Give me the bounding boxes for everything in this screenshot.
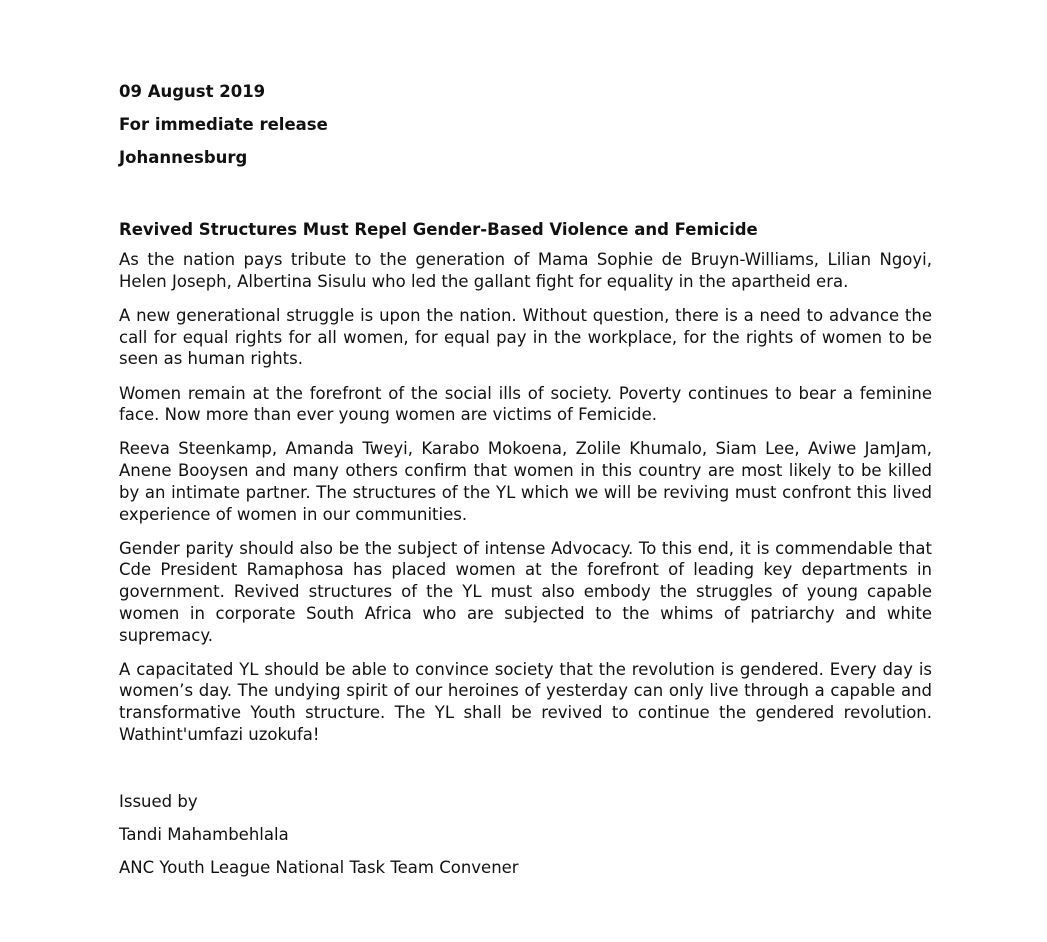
signatory-title: ANC Youth League National Task Team Convener [119, 857, 519, 877]
paragraph: Reeva Steenkamp, Amanda Tweyi, Karabo Mokoena, Zolile Khumalo, Siam Lee, Aviwe JamJam, Anene Booysen and many others confirm that women in this country are most likely to be killed by an intimate partner. The structures of the YL which we will be reviving must confront this lived experience of women in our communities. [119, 439, 932, 524]
paragraph: A capacitated YL should be able to convince society that the revolution is gendered. Every day is women’s day. The undying spirit of our heroines of yesterday can only live through a capable and transformative Youth structure. The YL shall be revived to continue the gendered revolution. Wathint'umfazi uzokufa! [119, 659, 932, 744]
release-header [119, 80, 932, 170]
paragraph: A new generational struggle is upon the nation. Without question, there is a need to advance the call for equal rights for all women, for equal pay in the workplace, for the rights of women to be seen as human rights. [119, 305, 932, 369]
headline: Revived Structures Must Repel Gender-Based Violence and Femicide [119, 220, 758, 239]
release-status: For immediate release [119, 115, 328, 134]
signoff [119, 790, 932, 880]
paragraph: Women remain at the forefront of the social ills of society. Poverty continues to bear a feminine face. Now more than ever young women are victims of Femicide. [119, 383, 932, 425]
signatory-name: Tandi Mahambehlala [119, 824, 289, 844]
press-release-document [119, 80, 932, 889]
release-location: Johannesburg [119, 148, 248, 167]
issued-by-label: Issued by [119, 791, 198, 811]
paragraph: Gender parity should also be the subject of intense Advocacy. To this end, it is commendable that Cde President Ramaphosa has placed women at the forefront of leading key departments in government. Revived structures of the YL must also embody the struggles of young capable women in corporate South Africa who are subjected to the whims of patriarchy and white supremacy. [119, 538, 932, 645]
body-text [119, 249, 932, 746]
paragraph: As the nation pays tribute to the generation of Mama Sophie de Bruyn-Williams, Lilian Ngoyi, Helen Joseph, Albertina Sisulu who led the gallant fight for equality in the apartheid era. [119, 250, 932, 291]
release-date: 09 August 2019 [119, 82, 266, 101]
